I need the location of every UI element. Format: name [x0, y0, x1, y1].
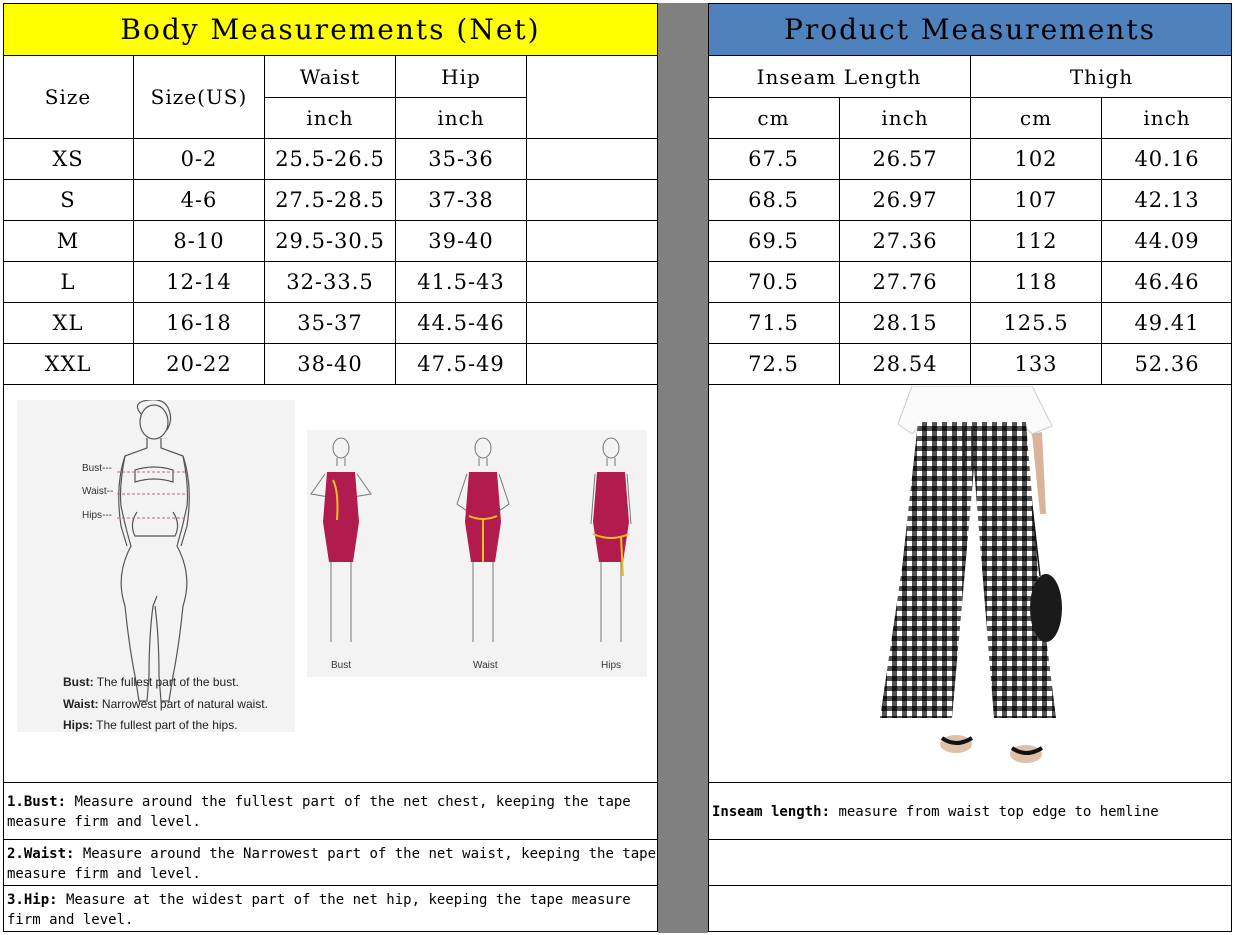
table-row-thigh-inch: 46.46	[1134, 270, 1200, 294]
divider-column	[658, 3, 708, 933]
note-hip-text: Measure at the widest part of the net hip, keeping the tape measure firm and level.	[7, 892, 631, 928]
legend-waist	[63, 697, 268, 711]
table-row-waist: 25.5-26.5	[275, 147, 385, 171]
table-row-size: XXL	[44, 352, 92, 376]
table-row-inseam-inch: 26.97	[872, 188, 938, 212]
table-row-size: M	[56, 229, 80, 253]
unit-thigh-cm: cm	[1019, 106, 1053, 130]
table-row-thigh-cm: 125.5	[1003, 311, 1069, 335]
table-row-inseam-inch: 27.36	[872, 229, 938, 253]
unit-thigh-inch: inch	[1143, 106, 1191, 130]
body-label-hips: Hips---	[82, 510, 112, 521]
table-row-inseam-inch: 28.15	[872, 311, 938, 335]
table-row-inseam-inch: 26.57	[872, 147, 938, 171]
col-thigh-header: Thigh	[1069, 64, 1134, 89]
table-row-us: 8-10	[173, 229, 225, 253]
note-hip	[3, 890, 657, 930]
table-row-us: 12-14	[166, 270, 232, 294]
body-measurements-title: Body Measurements (Net)	[120, 12, 541, 46]
table-row-hip: 35-36	[428, 147, 494, 171]
table-row-us: 16-18	[166, 311, 232, 335]
table-row-waist: 38-40	[297, 352, 363, 376]
table-row-inseam-cm: 72.5	[748, 352, 799, 376]
dress-label-waist: Waist	[473, 660, 498, 671]
table-row-inseam-cm: 69.5	[748, 229, 799, 253]
col-inseam-header: Inseam Length	[756, 64, 922, 89]
note-hip-term: 3.Hip:	[7, 892, 58, 908]
note-bust-term: 1.Bust:	[7, 794, 67, 810]
table-row-thigh-cm: 133	[1014, 352, 1058, 376]
unit-waist: inch	[306, 106, 354, 130]
note-bust-text: Measure around the fullest part of the net chest, keeping the tape measure firm and level.	[7, 794, 631, 830]
table-row-waist: 27.5-28.5	[275, 188, 385, 212]
table-row-waist: 32-33.5	[286, 270, 374, 294]
table-row-inseam-cm: 68.5	[748, 188, 799, 212]
legend-hips-desc: The fullest part of the hips.	[96, 718, 238, 732]
table-row-inseam-inch: 27.76	[872, 270, 938, 294]
table-row-hip: 41.5-43	[417, 270, 505, 294]
table-row-inseam-cm: 70.5	[748, 270, 799, 294]
body-label-waist: Waist--	[82, 486, 114, 497]
note-waist-text: Measure around the Narrowest part of the net waist, keeping the tape measure firm and level.	[7, 846, 657, 882]
table-row-thigh-cm: 102	[1014, 147, 1058, 171]
table-row-thigh-inch: 40.16	[1134, 147, 1200, 171]
table-row-hip: 39-40	[428, 229, 494, 253]
col-size-header: Size	[44, 85, 92, 109]
legend-hips	[63, 718, 238, 732]
table-row-us: 4-6	[180, 188, 218, 212]
unit-inseam-cm: cm	[757, 106, 790, 130]
gingham-pants-icon	[872, 386, 1072, 778]
note-bust	[3, 792, 657, 838]
table-row-inseam-inch: 28.54	[872, 352, 938, 376]
note-inseam	[708, 802, 1231, 826]
table-row-thigh-inch: 49.41	[1134, 311, 1200, 335]
col-size-us-header: Size(US)	[150, 85, 248, 109]
note-inseam-text: measure from waist top edge to hemline	[830, 804, 1159, 820]
table-row-size: XL	[52, 311, 84, 335]
table-row-size: S	[60, 188, 76, 212]
dress-label-hips: Hips	[601, 660, 622, 671]
legend-bust	[63, 675, 239, 689]
table-row-thigh-cm: 118	[1014, 270, 1058, 294]
note-waist-term: 2.Waist:	[7, 846, 75, 862]
legend-bust-desc: The fullest part of the bust.	[96, 675, 239, 689]
table-row-us: 0-2	[180, 147, 218, 171]
body-label-bust: Bust---	[82, 463, 112, 474]
unit-inseam-inch: inch	[881, 106, 929, 130]
table-row-inseam-cm: 71.5	[748, 311, 799, 335]
legend-waist-term: Waist:	[63, 697, 99, 711]
table-row-thigh-cm: 107	[1014, 188, 1058, 212]
product-measurements-title: Product Measurements	[784, 12, 1156, 46]
table-row-waist: 35-37	[297, 311, 363, 335]
table-row-hip: 44.5-46	[417, 311, 505, 335]
product-photo	[872, 386, 1072, 778]
legend-waist-desc: Narrowest part of natural waist.	[101, 697, 268, 711]
dress-label-bust: Bust	[331, 660, 352, 671]
note-inseam-term: Inseam length:	[712, 804, 831, 820]
dress-measure-diagram	[307, 430, 647, 677]
table-row-thigh-inch: 52.36	[1134, 352, 1200, 376]
table-row-us: 20-22	[166, 352, 232, 376]
table-row-hip: 47.5-49	[417, 352, 505, 376]
unit-hip: inch	[437, 106, 485, 130]
col-hip-header: Hip	[441, 64, 481, 89]
note-waist	[3, 844, 657, 884]
table-row-hip: 37-38	[428, 188, 494, 212]
dress-figures-icon	[307, 430, 647, 677]
table-row-inseam-cm: 67.5	[748, 147, 799, 171]
table-row-size: XS	[52, 147, 84, 171]
table-row-thigh-cm: 112	[1014, 229, 1058, 253]
table-row-thigh-inch: 44.09	[1134, 229, 1200, 253]
col-waist-header: Waist	[299, 64, 361, 89]
legend-hips-term: Hips:	[63, 718, 93, 732]
table-row-thigh-inch: 42.13	[1134, 188, 1200, 212]
table-row-size: L	[60, 270, 76, 294]
legend-bust-term: Bust:	[63, 675, 94, 689]
table-row-waist: 29.5-30.5	[275, 229, 385, 253]
